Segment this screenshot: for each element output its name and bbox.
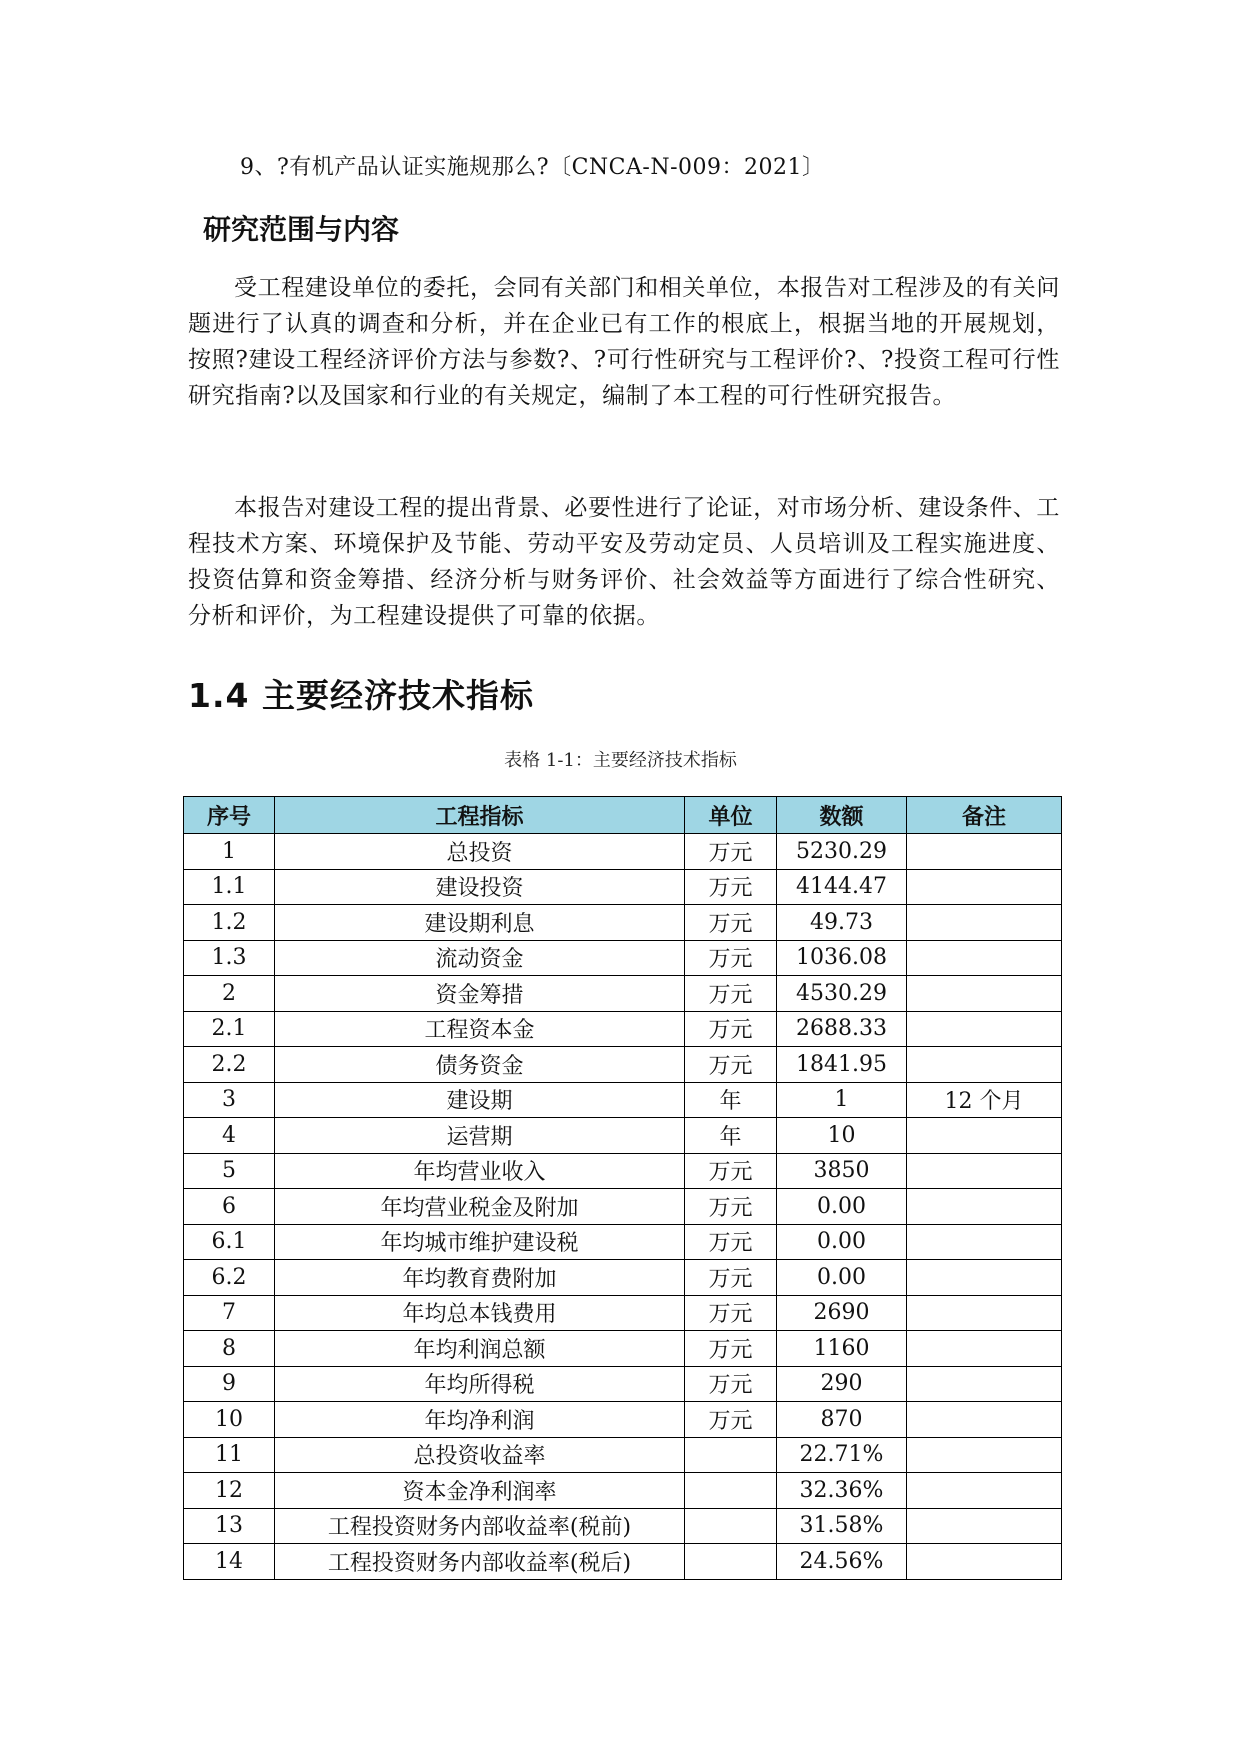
cell-unit: 万元 <box>685 869 777 905</box>
cell-amount: 49.73 <box>777 905 907 941</box>
cell-unit: 万元 <box>685 940 777 976</box>
indicators-table <box>183 796 1062 1580</box>
cell-amount: 1036.08 <box>777 940 907 976</box>
cell-amount: 870 <box>777 1402 907 1438</box>
cell-unit: 万元 <box>685 1366 777 1402</box>
table-row <box>184 1473 1062 1509</box>
cell-amount: 2690 <box>777 1295 907 1331</box>
cell-indicator: 资本金净利润率 <box>275 1473 685 1509</box>
table-row <box>184 1544 1062 1580</box>
table-row <box>184 1508 1062 1544</box>
cell-unit: 万元 <box>685 1189 777 1225</box>
header-remark: 备注 <box>907 797 1062 834</box>
cell-amount: 5230.29 <box>777 834 907 870</box>
reference-item-9: 9、?有机产品认证实施规那么?〔CNCA-N-009：2021〕 <box>240 155 825 180</box>
table-body <box>184 834 1062 1580</box>
cell-remark <box>907 1153 1062 1189</box>
table-row <box>184 869 1062 905</box>
cell-remark <box>907 1402 1062 1438</box>
table-row <box>184 1224 1062 1260</box>
cell-remark <box>907 834 1062 870</box>
table-row <box>184 905 1062 941</box>
cell-amount: 22.71% <box>777 1437 907 1473</box>
table-caption: 表格 1-1：主要经济技术指标 <box>504 750 737 771</box>
cell-index: 12 <box>184 1473 275 1509</box>
cell-amount: 4144.47 <box>777 869 907 905</box>
cell-indicator: 资金筹措 <box>275 976 685 1012</box>
table-row <box>184 1295 1062 1331</box>
table-row <box>184 834 1062 870</box>
cell-remark <box>907 1295 1062 1331</box>
cell-index: 7 <box>184 1295 275 1331</box>
cell-index: 1.2 <box>184 905 275 941</box>
cell-remark <box>907 1366 1062 1402</box>
cell-remark <box>907 1189 1062 1225</box>
cell-indicator: 总投资 <box>275 834 685 870</box>
cell-unit: 万元 <box>685 834 777 870</box>
cell-indicator: 债务资金 <box>275 1047 685 1083</box>
cell-amount: 1160 <box>777 1331 907 1367</box>
cell-remark <box>907 1011 1062 1047</box>
cell-indicator: 工程资本金 <box>275 1011 685 1047</box>
cell-remark <box>907 976 1062 1012</box>
cell-indicator: 工程投资财务内部收益率(税后) <box>275 1544 685 1580</box>
cell-remark <box>907 1260 1062 1296</box>
cell-amount: 32.36% <box>777 1473 907 1509</box>
table-row <box>184 1331 1062 1367</box>
cell-index: 6.2 <box>184 1260 275 1296</box>
table-header-row <box>184 797 1062 834</box>
cell-unit: 万元 <box>685 1153 777 1189</box>
cell-unit: 万元 <box>685 1260 777 1296</box>
table-row <box>184 1260 1062 1296</box>
cell-amount: 24.56% <box>777 1544 907 1580</box>
cell-indicator: 年均教育费附加 <box>275 1260 685 1296</box>
cell-indicator: 工程投资财务内部收益率(税前) <box>275 1508 685 1544</box>
cell-indicator: 总投资收益率 <box>275 1437 685 1473</box>
cell-unit: 万元 <box>685 1011 777 1047</box>
table-row <box>184 1118 1062 1154</box>
cell-amount: 1841.95 <box>777 1047 907 1083</box>
cell-remark <box>907 869 1062 905</box>
cell-index: 13 <box>184 1508 275 1544</box>
header-amount: 数额 <box>777 797 907 834</box>
header-unit: 单位 <box>685 797 777 834</box>
cell-remark <box>907 1224 1062 1260</box>
cell-unit: 万元 <box>685 976 777 1012</box>
cell-index: 3 <box>184 1082 275 1118</box>
cell-indicator: 建设期 <box>275 1082 685 1118</box>
cell-amount: 290 <box>777 1366 907 1402</box>
cell-unit: 万元 <box>685 1331 777 1367</box>
cell-remark <box>907 1437 1062 1473</box>
cell-index: 1.1 <box>184 869 275 905</box>
heading-main-indicators: 1.4 主要经济技术指标 <box>188 676 534 715</box>
table-row <box>184 1402 1062 1438</box>
table-row <box>184 1011 1062 1047</box>
cell-amount: 2688.33 <box>777 1011 907 1047</box>
cell-indicator: 运营期 <box>275 1118 685 1154</box>
cell-index: 4 <box>184 1118 275 1154</box>
cell-unit: 年 <box>685 1118 777 1154</box>
cell-index: 1 <box>184 834 275 870</box>
cell-indicator: 建设期利息 <box>275 905 685 941</box>
header-index: 序号 <box>184 797 275 834</box>
cell-unit <box>685 1473 777 1509</box>
table-row <box>184 1047 1062 1083</box>
header-indicator: 工程指标 <box>275 797 685 834</box>
cell-remark <box>907 1508 1062 1544</box>
table-row <box>184 1366 1062 1402</box>
table-row <box>184 1153 1062 1189</box>
cell-indicator: 年均所得税 <box>275 1366 685 1402</box>
cell-remark <box>907 1118 1062 1154</box>
cell-index: 9 <box>184 1366 275 1402</box>
cell-indicator: 年均利润总额 <box>275 1331 685 1367</box>
cell-unit: 年 <box>685 1082 777 1118</box>
cell-unit <box>685 1544 777 1580</box>
cell-indicator: 年均净利润 <box>275 1402 685 1438</box>
cell-remark <box>907 1047 1062 1083</box>
cell-index: 11 <box>184 1437 275 1473</box>
cell-unit <box>685 1437 777 1473</box>
cell-index: 6.1 <box>184 1224 275 1260</box>
section-heading-scope: 研究范围与内容 <box>203 213 400 246</box>
cell-index: 6 <box>184 1189 275 1225</box>
cell-index: 5 <box>184 1153 275 1189</box>
cell-remark <box>907 1544 1062 1580</box>
table-row <box>184 976 1062 1012</box>
cell-remark <box>907 1331 1062 1367</box>
cell-index: 14 <box>184 1544 275 1580</box>
cell-indicator: 流动资金 <box>275 940 685 976</box>
table-row <box>184 1189 1062 1225</box>
cell-remark <box>907 905 1062 941</box>
cell-amount: 1 <box>777 1082 907 1118</box>
cell-indicator: 年均城市维护建设税 <box>275 1224 685 1260</box>
cell-index: 2 <box>184 976 275 1012</box>
cell-amount: 31.58% <box>777 1508 907 1544</box>
cell-indicator: 年均营业税金及附加 <box>275 1189 685 1225</box>
cell-unit: 万元 <box>685 1295 777 1331</box>
cell-remark <box>907 940 1062 976</box>
cell-amount: 3850 <box>777 1153 907 1189</box>
cell-unit: 万元 <box>685 1047 777 1083</box>
cell-index: 2.1 <box>184 1011 275 1047</box>
cell-amount: 4530.29 <box>777 976 907 1012</box>
cell-amount: 0.00 <box>777 1189 907 1225</box>
cell-indicator: 建设投资 <box>275 869 685 905</box>
table-row <box>184 1437 1062 1473</box>
table-row <box>184 1082 1062 1118</box>
cell-remark <box>907 1473 1062 1509</box>
paragraph-scope-2: 本报告对建设工程的提出背景、必要性进行了论证，对市场分析、建设条件、工程技术方案、环境保护及节能、劳动平安及劳动定员、人员培训及工程实施进度、投资估算和资金筹措、经济分析与财务评价、社会效益等方面进行了综合性研究、分析和评价，为工程建设提供了可靠的依据。 <box>188 495 1060 629</box>
cell-unit <box>685 1508 777 1544</box>
cell-amount: 0.00 <box>777 1224 907 1260</box>
cell-index: 10 <box>184 1402 275 1438</box>
cell-unit: 万元 <box>685 1224 777 1260</box>
cell-unit: 万元 <box>685 1402 777 1438</box>
cell-index: 2.2 <box>184 1047 275 1083</box>
cell-indicator: 年均总本钱费用 <box>275 1295 685 1331</box>
cell-index: 8 <box>184 1331 275 1367</box>
cell-remark: 12 个月 <box>907 1082 1062 1118</box>
cell-amount: 10 <box>777 1118 907 1154</box>
cell-index: 1.3 <box>184 940 275 976</box>
cell-indicator: 年均营业收入 <box>275 1153 685 1189</box>
paragraph-scope-1: 受工程建设单位的委托，会同有关部门和相关单位，本报告对工程涉及的有关问题进行了认真的调查和分析，并在企业已有工作的根底上，根据当地的开展规划，按照?建设工程经济评价方法与参数?、?可行性研究与工程评价?、?投资工程可行性研究指南?以及国家和行业的有关规定，编制了本工程的可行性研究报告。 <box>188 275 1060 409</box>
cell-amount: 0.00 <box>777 1260 907 1296</box>
cell-unit: 万元 <box>685 905 777 941</box>
table-row <box>184 940 1062 976</box>
